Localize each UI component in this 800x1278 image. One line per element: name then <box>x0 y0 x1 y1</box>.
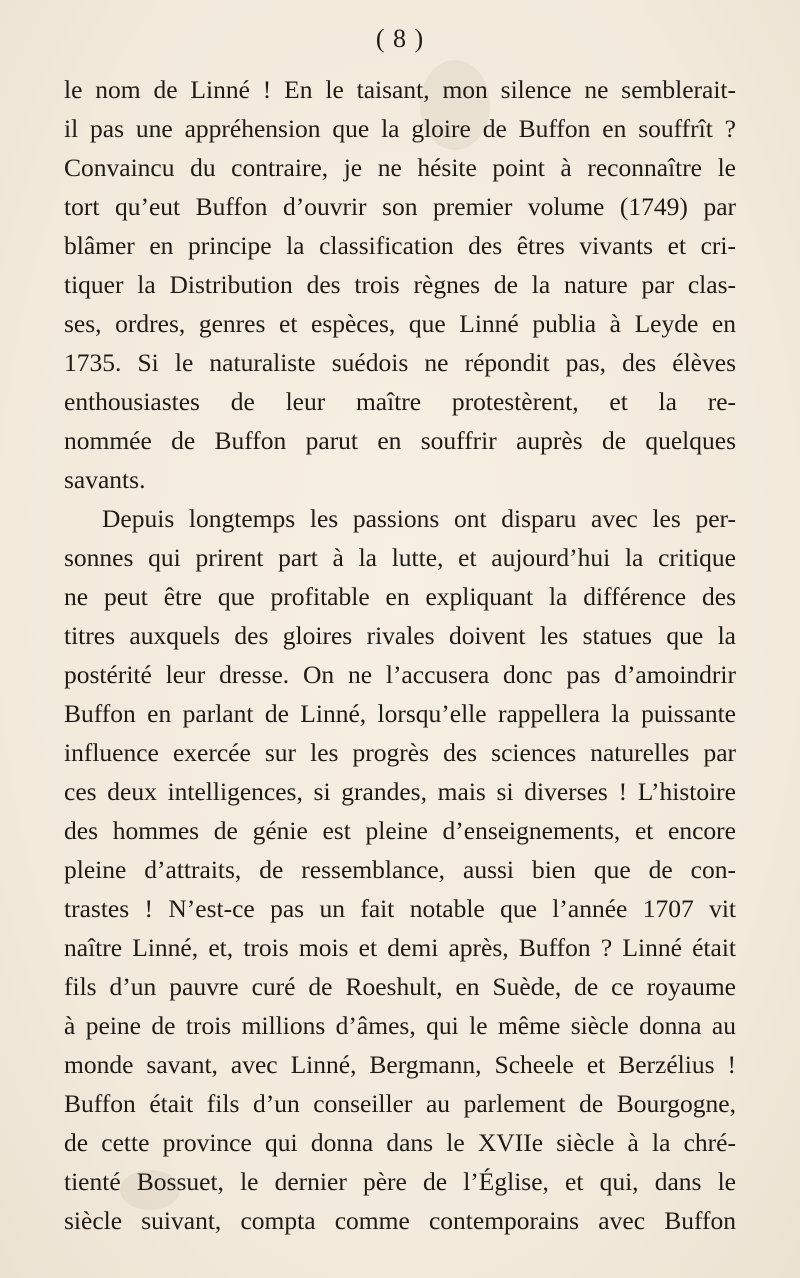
text-line: il pas une appréhension que la gloire de Buffon en souffrît ? <box>64 114 736 143</box>
text-line: savants. <box>64 465 146 494</box>
text-line: nommée de Buffon parut en souffrir auprès de quelques <box>64 426 736 455</box>
text-line: Buffon était fils d’un conseiller au parlement de Bourgogne, <box>64 1089 736 1118</box>
text-line: tiquer la Distribution des trois règnes de la nature par clas- <box>64 270 736 299</box>
text-line: tienté Bossuet, le dernier père de l’Église, et qui, dans le <box>64 1167 736 1196</box>
text-line: Convaincu du contraire, je ne hésite point à reconnaître le <box>64 153 736 182</box>
text-line: titres auxquels des gloires rivales doivent les statues que la <box>64 621 736 650</box>
text-line: pleine d’attraits, de ressemblance, aussi bien que de con- <box>64 855 736 884</box>
text-line: enthousiastes de leur maître protestèrent, et la re- <box>64 387 736 416</box>
text-line: trastes ! N’est-ce pas un fait notable que l’année 1707 vit <box>64 894 736 923</box>
text-line: ne peut être que profitable en expliquant la différence des <box>64 582 736 611</box>
text-line: à peine de trois millions d’âmes, qui le même siècle donna au <box>64 1011 736 1040</box>
text-line: sonnes qui prirent part à la lutte, et aujourd’hui la critique <box>64 543 736 572</box>
text-line: blâmer en principe la classification des êtres vivants et cri- <box>64 231 736 260</box>
text-line: postérité leur dresse. On ne l’accusera donc pas d’amoindrir <box>64 660 736 689</box>
text-line: tort qu’eut Buffon d’ouvrir son premier volume (1749) par <box>64 192 736 221</box>
text-line: ces deux intelligences, si grandes, mais si diverses ! L’histoire <box>64 777 736 806</box>
text-line: monde savant, avec Linné, Bergmann, Scheele et Berzélius ! <box>64 1050 736 1079</box>
text-line: de cette province qui donna dans le XVIIe siècle à la chré- <box>64 1128 736 1157</box>
text-line: influence exercée sur les progrès des sciences naturelles par <box>64 738 736 767</box>
text-line: Buffon en parlant de Linné, lorsqu’elle rappellera la puissante <box>64 699 736 728</box>
text-line: fils d’un pauvre curé de Roeshult, en Suède, de ce royaume <box>64 972 736 1001</box>
text-line: Depuis longtemps les passions ont disparu avec les per- <box>102 504 736 533</box>
text-line: 1735. Si le naturaliste suédois ne répondit pas, des élèves <box>64 348 736 377</box>
page-number: ( 8 ) <box>375 24 425 53</box>
text-line: naître Linné, et, trois mois et demi après, Buffon ? Linné était <box>64 933 736 962</box>
text-line: des hommes de génie est pleine d’enseignements, et encore <box>64 816 736 845</box>
text-line: siècle suivant, compta comme contemporains avec Buffon <box>64 1206 736 1235</box>
text-line: le nom de Linné ! En le taisant, mon silence ne semblerait- <box>64 75 736 104</box>
body-text <box>64 70 736 1240</box>
text-line: ses, ordres, genres et espèces, que Linné publia à Leyde en <box>64 309 736 338</box>
